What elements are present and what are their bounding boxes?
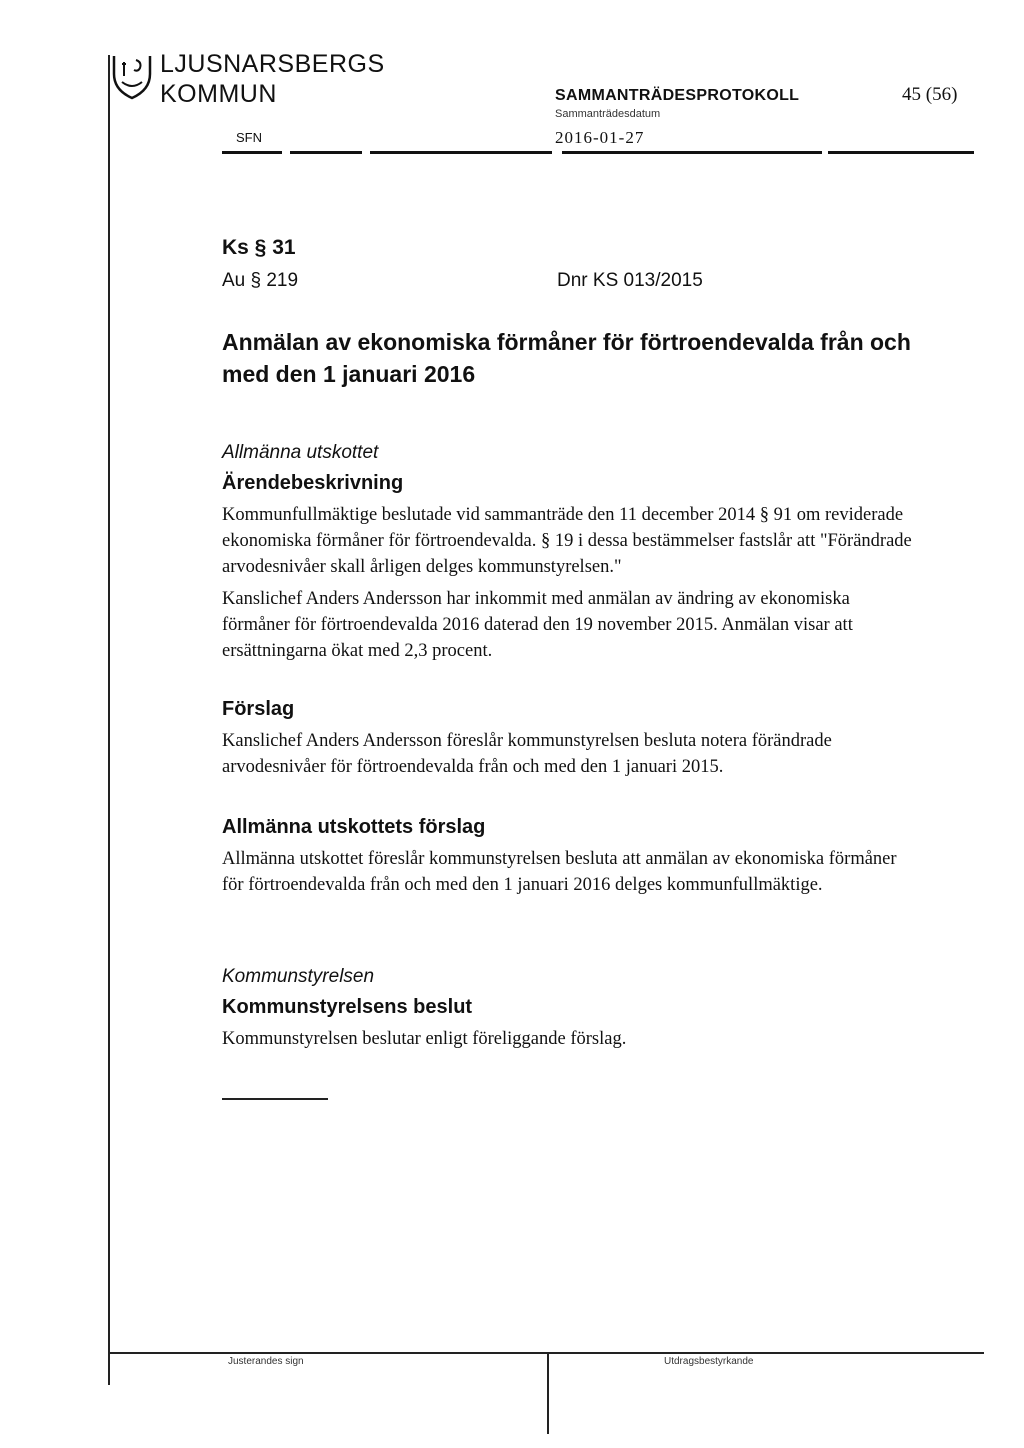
au-proposal-heading: Allmänna utskottets förslag	[222, 816, 486, 838]
adjuster-signature-label: Justerandes sign	[228, 1356, 304, 1367]
case-description-heading: Ärendebeskrivning	[222, 472, 404, 494]
au-proposal-text: Allmänna utskottet föreslår kommunstyrelsen besluta att anmälan av ekonomiska förmåner för förtroendevalda från och med den 1 januari 2016 delges kommunfullmäktige.	[222, 849, 897, 895]
ks-decision-text: Kommunstyrelsen beslutar enligt föreliggande förslag.	[222, 1029, 627, 1049]
left-margin-rule	[108, 55, 110, 1385]
footer-divider	[108, 1352, 984, 1354]
proposal-text: Kanslichef Anders Andersson föreslår kommunstyrelsen besluta notera förändrade arvodesnivåer för förtroendevalda från och med den 1 januari 2015.	[222, 731, 832, 777]
municipal-crest-icon	[108, 52, 160, 104]
page-title: Anmälan av ekonomiska förmåner för förtroendevalda från och med den 1 januari 2016	[222, 329, 911, 387]
date-label: Sammanträdesdatum	[555, 108, 661, 120]
au-paragraph: Au § 219	[222, 270, 299, 291]
unit-code: SFN	[236, 130, 262, 145]
case-paragraph-1: Kommunfullmäktige beslutade vid sammanträde den 11 december 2014 § 91 om reviderade ekonomiska förmåner för förtroendevalda. § 19 i dessa bestämmelser fastslår att "Förändrade arvodesnivåer skall årligen delges kommunstyrelsen."	[222, 505, 912, 577]
proposal-heading: Förslag	[222, 698, 295, 720]
closing-rule	[222, 1098, 328, 1100]
ks-decision-heading: Kommunstyrelsens beslut	[222, 996, 473, 1018]
document-type: SAMMANTRÄDESPROTOKOLL	[555, 87, 800, 104]
header-divider	[222, 151, 974, 154]
diary-number: Dnr KS 013/2015	[557, 270, 703, 291]
org-name-line2: KOMMUN	[160, 80, 277, 108]
case-paragraph-2: Kanslichef Anders Andersson har inkommit med anmälan av ändring av ekonomiska förmåner för förtroendevalda 2016 daterad den 19 november 2015. Anmälan visar att ersättningarna ökat med 2,3 procent.	[222, 589, 853, 661]
ks-label: Kommunstyrelsen	[222, 966, 375, 987]
extract-certification-label: Utdragsbestyrkande	[664, 1356, 754, 1367]
meeting-date: 2016-01-27	[555, 128, 645, 147]
footer-column-divider	[547, 1352, 549, 1434]
org-name-line1: LJUSNARSBERGS	[160, 50, 385, 78]
committee-label: Allmänna utskottet	[222, 442, 379, 463]
ks-paragraph: Ks § 31	[222, 236, 296, 259]
page-number: 45 (56)	[902, 84, 958, 105]
